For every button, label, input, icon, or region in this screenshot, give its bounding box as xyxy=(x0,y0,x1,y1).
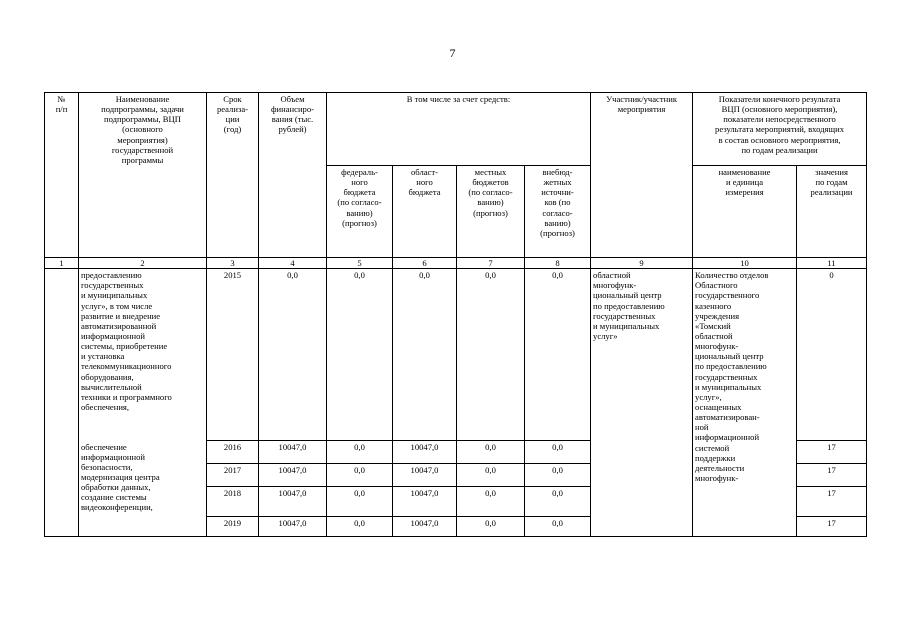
volume-cell: 10047,0 xyxy=(259,441,327,464)
column-number: 4 xyxy=(259,258,327,269)
federal-cell: 0,0 xyxy=(327,269,393,441)
regional-cell: 10047,0 xyxy=(393,517,457,537)
column-number: 3 xyxy=(207,258,259,269)
header-name: Наименование подпрограммы, задачи подпрограммы, ВЦП (основного мероприятия) государственной программы xyxy=(79,93,207,258)
page-number: 7 xyxy=(449,46,456,60)
column-number: 11 xyxy=(797,258,867,269)
federal-cell: 0,0 xyxy=(327,517,393,537)
header-including: В том числе за счет средств: xyxy=(327,93,591,166)
indicator-value-cell: 17 xyxy=(797,517,867,537)
header-num: № п/п xyxy=(45,93,79,258)
header-indicator-values: значения по годам реализации xyxy=(797,166,867,258)
name-cell-bottom: обеспечение информационной безопасности, модернизация центра обработки данных, создание системы видеоконференции, xyxy=(79,441,207,537)
header-participant: Участник/участник мероприятия xyxy=(591,93,693,258)
year-cell: 2019 xyxy=(207,517,259,537)
column-number: 6 xyxy=(393,258,457,269)
indicator-value-cell: 0 xyxy=(797,269,867,441)
local-cell: 0,0 xyxy=(457,269,525,441)
volume-cell: 10047,0 xyxy=(259,517,327,537)
column-numbers-row xyxy=(45,258,867,269)
table-row xyxy=(45,269,867,441)
local-cell: 0,0 xyxy=(457,517,525,537)
offbudget-cell: 0,0 xyxy=(525,464,591,487)
column-number: 8 xyxy=(525,258,591,269)
header-federal: федераль- ного бюджета (по согласо- ванию) (прогноз) xyxy=(327,166,393,258)
year-cell: 2017 xyxy=(207,464,259,487)
local-cell: 0,0 xyxy=(457,464,525,487)
offbudget-cell: 0,0 xyxy=(525,441,591,464)
participant-cell: областной многофунк- циональный центр по предоставлению государственных и муниципальных услуг» xyxy=(591,269,693,537)
num-cell xyxy=(45,269,79,537)
column-number: 7 xyxy=(457,258,525,269)
volume-cell: 0,0 xyxy=(259,269,327,441)
indicator-value-cell: 17 xyxy=(797,487,867,517)
local-cell: 0,0 xyxy=(457,487,525,517)
federal-cell: 0,0 xyxy=(327,441,393,464)
header-indicator-name: наименование и единица измерения xyxy=(693,166,797,258)
regional-cell: 10047,0 xyxy=(393,464,457,487)
column-number: 2 xyxy=(79,258,207,269)
header-regional: област- ного бюджета xyxy=(393,166,457,258)
federal-cell: 0,0 xyxy=(327,464,393,487)
regional-cell: 0,0 xyxy=(393,269,457,441)
indicator-name-cell: Количество отделов Областного государственного казенного учреждения «Томский областной многофунк- циональный центр по предоставлению государственных и муниципальных услуг», оснащенных автоматизирован- ной информационной системой поддержки деятельности многофунк- xyxy=(693,269,797,537)
local-cell: 0,0 xyxy=(457,441,525,464)
year-cell: 2016 xyxy=(207,441,259,464)
indicator-value-cell: 17 xyxy=(797,464,867,487)
header-offbudget: внебюд- жетных источни- ков (по согласо- ванию) (прогноз) xyxy=(525,166,591,258)
volume-cell: 10047,0 xyxy=(259,464,327,487)
header-local: местных бюджетов (по согласо- ванию) (прогноз) xyxy=(457,166,525,258)
header-period: Срок реализа- ции (год) xyxy=(207,93,259,258)
name-cell-top: предоставлению государственных и муниципальных услуг», в том числе развитие и внедрение автоматизированной информационной системы, приобретение и установка телекоммуникационного оборудования, вычислительной техники и программного обеспечения, xyxy=(79,269,207,441)
offbudget-cell: 0,0 xyxy=(525,487,591,517)
column-number: 1 xyxy=(45,258,79,269)
header-indicators: Показатели конечного результата ВЦП (основного мероприятия), показатели непосредственного результата мероприятий, входящих в состав основного мероприятия, по годам реализации xyxy=(693,93,867,166)
year-cell: 2015 xyxy=(207,269,259,441)
header-volume: Объем финансиро- вания (тыс. рублей) xyxy=(259,93,327,258)
financing-table xyxy=(44,92,867,537)
offbudget-cell: 0,0 xyxy=(525,517,591,537)
volume-cell: 10047,0 xyxy=(259,487,327,517)
regional-cell: 10047,0 xyxy=(393,487,457,517)
column-number: 5 xyxy=(327,258,393,269)
indicator-value-cell: 17 xyxy=(797,441,867,464)
year-cell: 2018 xyxy=(207,487,259,517)
federal-cell: 0,0 xyxy=(327,487,393,517)
regional-cell: 10047,0 xyxy=(393,441,457,464)
offbudget-cell: 0,0 xyxy=(525,269,591,441)
column-number: 10 xyxy=(693,258,797,269)
column-number: 9 xyxy=(591,258,693,269)
